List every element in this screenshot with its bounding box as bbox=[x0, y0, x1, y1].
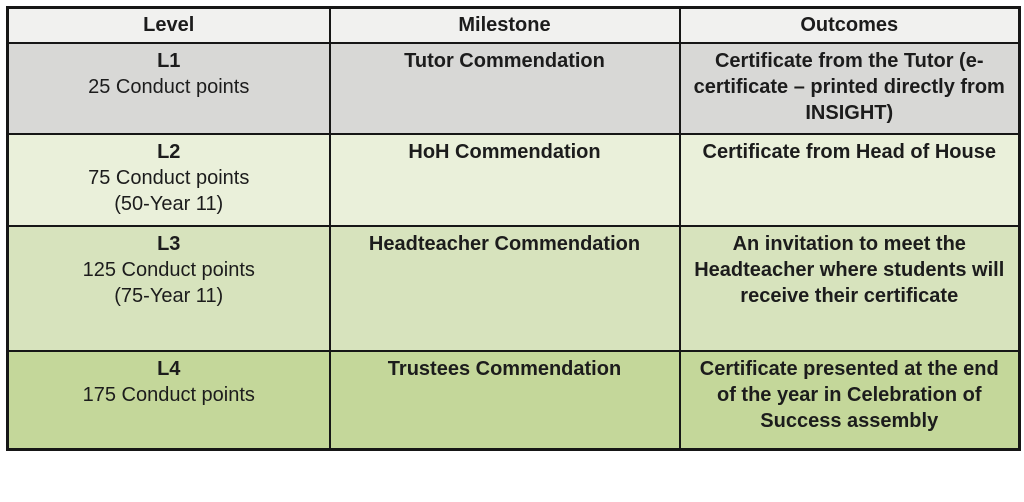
table-row-l1 bbox=[8, 43, 1020, 134]
table-row-l4 bbox=[8, 351, 1020, 449]
level-code: L3 bbox=[157, 233, 181, 255]
milestone-cell-l4: Trustees Commendation bbox=[330, 351, 680, 449]
commendation-table bbox=[6, 6, 1021, 451]
level-code: L1 bbox=[157, 50, 181, 72]
column-header-outcomes: Outcomes bbox=[680, 8, 1020, 44]
outcome-cell-l3: An invitation to meet the Headteacher where students will receive their certificate bbox=[680, 226, 1020, 351]
column-header-milestone: Milestone bbox=[330, 8, 680, 44]
table-row-l3 bbox=[8, 226, 1020, 351]
level-cell-l2 bbox=[8, 134, 330, 226]
level-points: 125 Conduct points bbox=[82, 259, 255, 281]
column-header-level: Level bbox=[8, 8, 330, 44]
level-cell-l3 bbox=[8, 226, 330, 351]
table-header-row bbox=[8, 8, 1020, 44]
milestone-cell-l2: HoH Commendation bbox=[330, 134, 680, 226]
level-code: L2 bbox=[157, 141, 181, 163]
level-points: 75 Conduct points bbox=[88, 167, 250, 189]
level-note: (50-Year 11) bbox=[114, 193, 224, 215]
level-code: L4 bbox=[157, 358, 181, 380]
milestone-cell-l1: Tutor Commendation bbox=[330, 43, 680, 134]
milestone-cell-l3: Headteacher Commendation bbox=[330, 226, 680, 351]
level-note: (75-Year 11) bbox=[114, 285, 224, 307]
table-row-l2 bbox=[8, 134, 1020, 226]
outcome-cell-l2: Certificate from Head of House bbox=[680, 134, 1020, 226]
level-points: 25 Conduct points bbox=[88, 76, 250, 98]
level-cell-l4 bbox=[8, 351, 330, 449]
outcome-cell-l4: Certificate presented at the end of the year in Celebration of Success assembly bbox=[680, 351, 1020, 449]
level-cell-l1 bbox=[8, 43, 330, 134]
outcome-cell-l1: Certificate from the Tutor (e-certificate – printed directly from INSIGHT) bbox=[680, 43, 1020, 134]
level-points: 175 Conduct points bbox=[82, 384, 255, 406]
